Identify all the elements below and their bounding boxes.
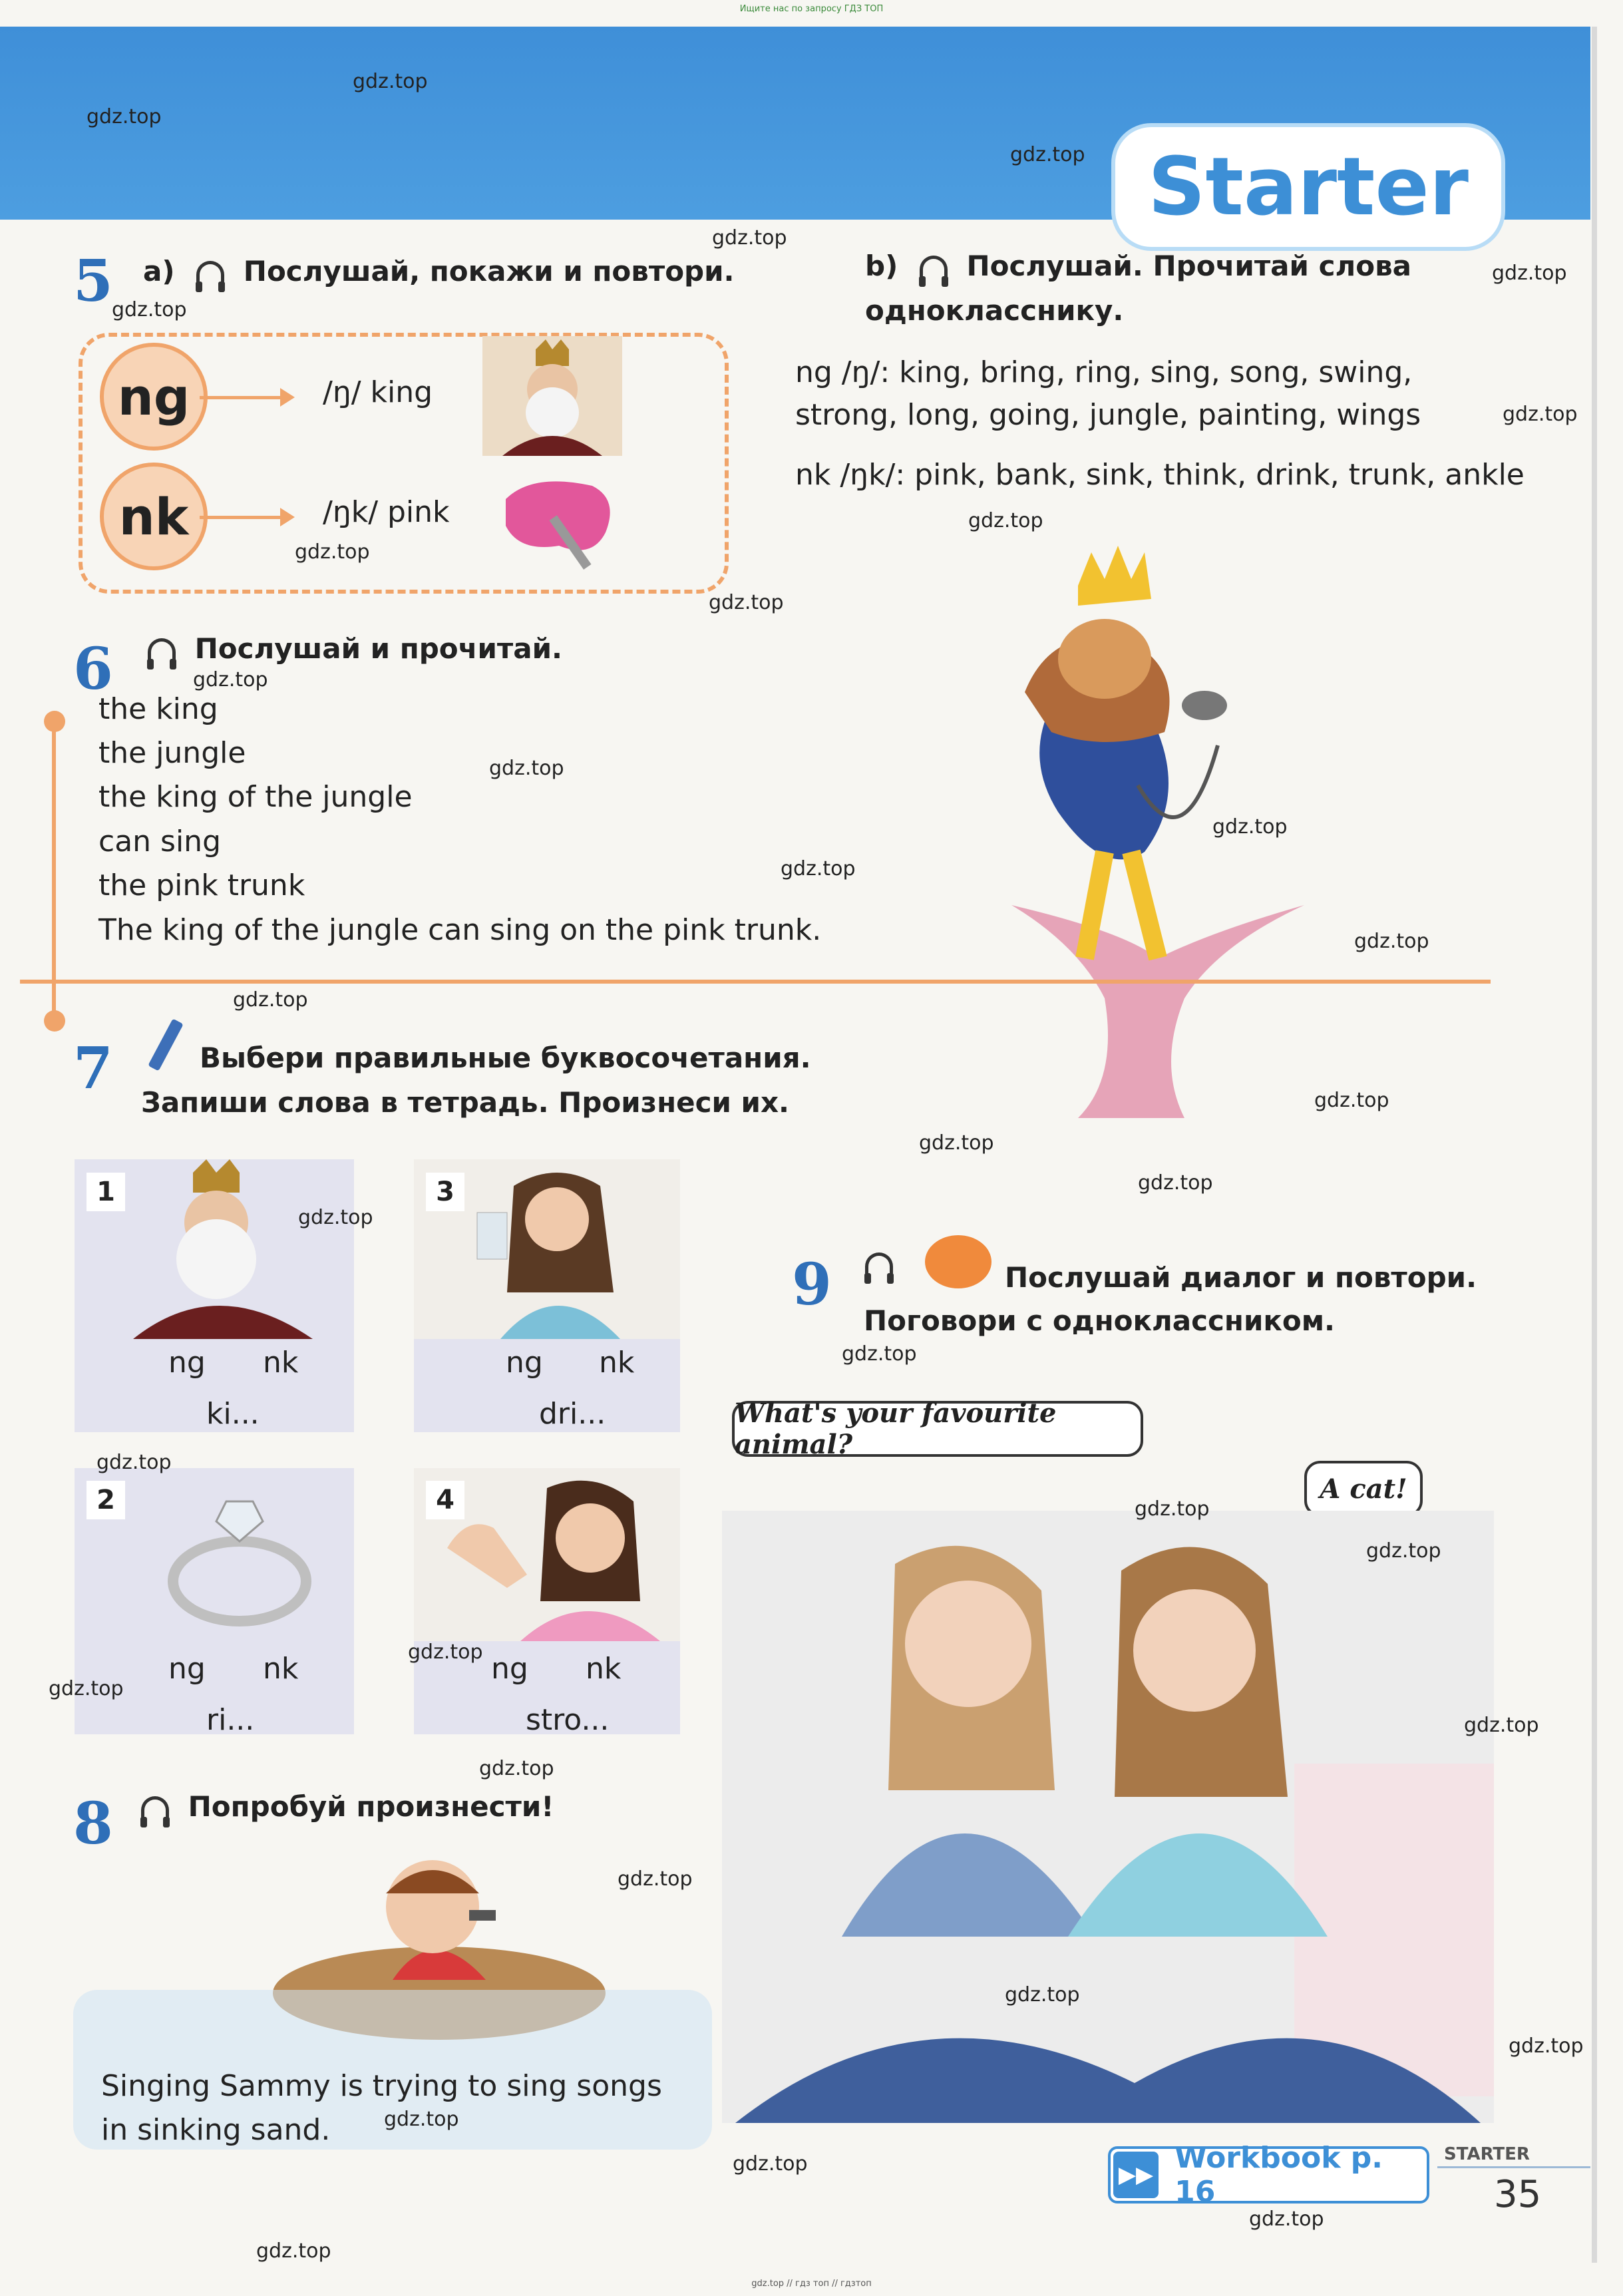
exercise-5a-label: a) — [143, 255, 175, 287]
ex6-line: can sing — [98, 825, 221, 859]
arrow-icon — [200, 516, 289, 519]
nk-word-line: nk /ŋk/: pink, bank, sink, think, drink, trunk, ankle — [795, 458, 1525, 492]
starter-title: Starter — [1111, 123, 1505, 251]
watermark: gdz.top — [1464, 1714, 1539, 1737]
exercise-5a-heading — [143, 255, 735, 287]
watermark: gdz.top — [295, 540, 370, 564]
option-nk: nk — [586, 1652, 622, 1686]
answer-bubble: A cat! — [1304, 1461, 1423, 1517]
exercise-9-title-1: Послушай диалог и повтори. — [1005, 1261, 1477, 1294]
exercise-9-number: 9 — [792, 1251, 832, 1318]
exercise-7-number: 7 — [73, 1035, 113, 1102]
watermark: gdz.top — [1366, 1539, 1441, 1563]
ng-word-line-1: ng /ŋ/: king, bring, ring, sing, song, swing, — [795, 355, 1413, 389]
footer-rule — [1437, 2166, 1590, 2168]
option-ng: ng — [168, 1346, 206, 1380]
headphones-icon — [865, 1252, 902, 1277]
word-stem: stro... — [526, 1703, 610, 1737]
option-nk: nk — [263, 1346, 299, 1380]
ng-circle: ng — [100, 343, 208, 451]
workbook-button[interactable] — [1108, 2141, 1429, 2209]
exercise-6-title: Послушай и прочитай. — [194, 632, 562, 665]
diamond-icon — [216, 1501, 263, 1541]
watermark: gdz.top — [49, 1677, 124, 1700]
watermark: gdz.top — [256, 2239, 331, 2263]
watermark: gdz.top — [96, 1451, 172, 1474]
workbook-label: Workbook p. 16 — [1174, 2141, 1383, 2209]
watermark: gdz.top — [193, 668, 268, 691]
headphones-icon — [196, 261, 224, 286]
watermark: gdz.top — [1492, 262, 1567, 285]
forward-icon: ▶▶ — [1113, 2152, 1159, 2198]
exercise-6-number: 6 — [73, 636, 113, 703]
exercise-7-title-1: Выбери правильные буквосочетания. — [200, 1042, 811, 1074]
option-nk: nk — [263, 1652, 299, 1686]
headphones-icon — [148, 638, 176, 663]
exercise-6-heading — [148, 632, 562, 665]
headphones-icon — [141, 1796, 169, 1821]
watermark: gdz.top — [842, 1342, 917, 1366]
watermark: gdz.top — [233, 988, 308, 1012]
arrow-icon — [200, 396, 289, 399]
nk-circle: nk — [100, 463, 208, 570]
lion-king-illustration — [905, 532, 1357, 1131]
watermark: gdz.top — [408, 1640, 483, 1664]
exercise-5-number: 5 — [73, 248, 113, 315]
section-divider — [20, 980, 1491, 984]
watermark: gdz.top — [968, 509, 1043, 532]
exercise-8-title: Попробуй произнести! — [188, 1790, 554, 1823]
watermark: gdz.top — [1138, 1171, 1213, 1195]
timeline-line — [52, 715, 56, 1022]
exercise-5b-heading — [865, 250, 1411, 282]
item-number: 1 — [87, 1173, 125, 1211]
pencil-icon — [148, 1018, 183, 1071]
headphones-icon — [920, 256, 948, 280]
watermark: gdz.top — [733, 2152, 808, 2176]
exercise-7-title-2: Запиши слова в тетрадь. Произнеси их. — [141, 1086, 789, 1119]
timeline-dot — [44, 711, 65, 732]
option-ng: ng — [168, 1652, 206, 1686]
timeline-dot — [44, 1010, 65, 1032]
nk-phonetic: /ŋk/ pink — [323, 495, 450, 529]
ng-phonetic: /ŋ/ king — [323, 375, 433, 409]
page-number: 35 — [1494, 2173, 1542, 2216]
bottom-note: gdz.top // гдз топ // гдзтоп — [751, 2279, 872, 2289]
speech-bubble-icon — [925, 1235, 992, 1288]
watermark: gdz.top — [709, 591, 784, 614]
ring-photo — [153, 1468, 326, 1634]
watermark: gdz.top — [781, 857, 856, 880]
pink-paint-image — [492, 459, 626, 579]
watermark: gdz.top — [353, 70, 428, 93]
watermark: gdz.top — [618, 1867, 693, 1891]
watermark: gdz.top — [298, 1206, 373, 1229]
watermark: gdz.top — [1212, 815, 1288, 839]
watermark: gdz.top — [1503, 403, 1578, 426]
exercise-8-heading — [141, 1790, 554, 1823]
watermark: gdz.top — [1249, 2207, 1324, 2231]
exercise-9-title-2: Поговори с одноклассником. — [864, 1304, 1336, 1337]
ex6-line: the king of the jungle — [98, 780, 413, 814]
ex6-line: the king — [98, 692, 218, 726]
watermark: gdz.top — [489, 757, 564, 780]
ng-word-line-2: strong, long, going, jungle, painting, wings — [795, 398, 1421, 432]
watermark: gdz.top — [87, 105, 162, 128]
ex6-line: The king of the jungle can sing on the pink trunk. — [98, 913, 822, 947]
watermark: gdz.top — [712, 226, 787, 250]
two-girls-photo — [722, 1511, 1494, 2123]
microphone-icon — [469, 1910, 496, 1921]
watermark: gdz.top — [1354, 930, 1429, 953]
option-ng: ng — [491, 1652, 528, 1686]
option-nk: nk — [599, 1346, 635, 1380]
ex6-line: the pink trunk — [98, 868, 305, 902]
microphone-icon — [1182, 691, 1227, 720]
item-number: 2 — [87, 1481, 125, 1519]
watermark: gdz.top — [1010, 143, 1085, 166]
exercise-5b-title-2: однокласснику. — [865, 294, 1124, 327]
tongue-twister-line-1: Singing Sammy is trying to sing songs — [101, 2069, 662, 2103]
word-stem: ri... — [206, 1703, 255, 1737]
top-note: Ищите нас по запросу ГДЗ ТОП — [739, 4, 884, 14]
watermark: gdz.top — [1509, 2034, 1584, 2058]
section-label: STARTER — [1444, 2144, 1530, 2164]
exercise-8-number: 8 — [73, 1790, 113, 1857]
page-edge — [1592, 27, 1597, 2263]
item-number: 3 — [426, 1173, 464, 1211]
king-photo — [113, 1159, 339, 1339]
item-number: 4 — [426, 1481, 464, 1519]
word-stem: dri... — [539, 1397, 606, 1431]
watermark: gdz.top — [112, 298, 187, 321]
watermark: gdz.top — [1135, 1497, 1210, 1521]
king-portrait-image — [482, 336, 622, 456]
watermark: gdz.top — [479, 1757, 554, 1780]
word-stem: ki... — [206, 1397, 260, 1431]
watermark: gdz.top — [1314, 1089, 1389, 1112]
question-bubble: What's your favourite animal? — [732, 1401, 1143, 1457]
exercise-5a-title: Послушай, покажи и повтори. — [243, 255, 735, 287]
watermark: gdz.top — [1005, 1983, 1080, 2007]
exercise-5b-label: b) — [865, 250, 898, 282]
tongue-twister-line-2: in sinking sand. — [101, 2113, 331, 2147]
watermark: gdz.top — [919, 1131, 994, 1155]
crown-icon — [1078, 546, 1151, 606]
exercise-5b-title-1: Послушай. Прочитай слова — [966, 250, 1412, 282]
ex6-line: the jungle — [98, 736, 246, 770]
watermark: gdz.top — [384, 2108, 459, 2131]
option-ng: ng — [506, 1346, 543, 1380]
